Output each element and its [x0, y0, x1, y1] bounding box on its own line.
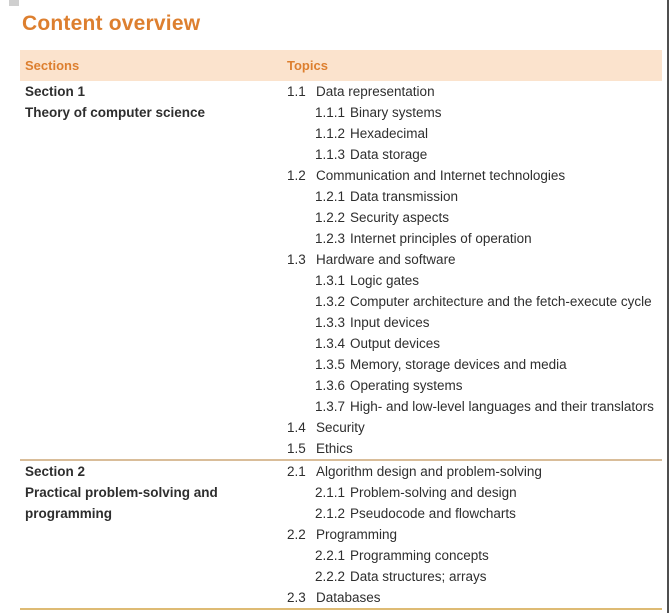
topic-item: [287, 207, 662, 228]
section-description: Theory of computer science: [25, 105, 206, 120]
column-header-sections: Sections: [25, 58, 80, 73]
topic-label: Security aspects: [350, 210, 450, 225]
section-name: Section 2: [25, 464, 86, 479]
topic-item: [287, 228, 662, 249]
topic-item: [287, 270, 662, 291]
topic-label: Internet principles of operation: [350, 231, 532, 246]
topic-number: 2.1.1: [315, 485, 346, 500]
topic-number: 1.3.6: [315, 378, 346, 393]
topic-number: 1.2.2: [315, 210, 346, 225]
topic-label: Input devices: [350, 315, 430, 330]
topic-label: Hardware and software: [316, 252, 456, 267]
topic-number: 1.2.3: [315, 231, 346, 246]
topic-number: 1.3.1: [315, 273, 346, 288]
topic-label: Output devices: [350, 336, 441, 351]
section-description: Practical problem-solving and programming: [25, 485, 218, 521]
topic-label: Ethics: [316, 441, 353, 456]
topic-number: 2.1: [287, 464, 306, 479]
topic-number: 2.1.2: [315, 506, 346, 521]
topic-number: 1.3.4: [315, 336, 346, 351]
topics-list: [287, 461, 662, 608]
topic-label: Data representation: [316, 84, 435, 99]
right-border-line: [667, 0, 669, 613]
topic-number: 1.4: [287, 420, 306, 435]
topic-item: [287, 102, 662, 123]
topic-item: [287, 566, 662, 587]
topic-label: Logic gates: [350, 273, 420, 288]
topic-label: Hexadecimal: [350, 126, 429, 141]
topic-item: [287, 396, 662, 417]
topic-number: 2.3: [287, 590, 306, 605]
topic-item: [287, 249, 662, 270]
topic-number: 1.3.5: [315, 357, 346, 372]
page-title: Content overview: [22, 12, 201, 35]
topic-number: 1.1.1: [315, 105, 346, 120]
topic-number: 1.5: [287, 441, 306, 456]
topic-number: 1.3.7: [315, 399, 346, 414]
topic-number: 1.3.3: [315, 315, 346, 330]
topic-item: [287, 587, 662, 608]
topic-item: [287, 461, 662, 482]
topic-item: [287, 524, 662, 545]
topic-item: [287, 144, 662, 165]
section-cell: [20, 461, 287, 608]
screenshot-corner-artifact: [9, 0, 19, 6]
topic-item: [287, 291, 662, 312]
topic-number: 2.2.2: [315, 569, 346, 584]
topic-label: Data storage: [350, 147, 428, 162]
topic-label: Security: [316, 420, 365, 435]
topic-number: 2.2.1: [315, 548, 346, 563]
section-name: Section 1: [25, 84, 86, 99]
topic-label: Operating systems: [350, 378, 463, 393]
topic-number: 1.3: [287, 252, 306, 267]
topic-number: 1.1: [287, 84, 306, 99]
table-row: [20, 81, 662, 461]
topic-label: Problem-solving and design: [350, 485, 517, 500]
topic-label: Databases: [316, 590, 381, 605]
topic-number: 1.3.2: [315, 294, 346, 309]
topic-item: [287, 186, 662, 207]
topic-number: 1.2.1: [315, 189, 346, 204]
topic-label: Data structures; arrays: [350, 569, 487, 584]
topic-number: 1.1.3: [315, 147, 346, 162]
table-body: [20, 81, 662, 610]
topic-label: High- and low-level languages and their translators: [350, 399, 654, 414]
topic-number: 2.2: [287, 527, 306, 542]
topic-label: Communication and Internet technologies: [316, 168, 566, 183]
content-overview-table: [20, 50, 662, 610]
topic-number: 1.2: [287, 168, 306, 183]
topic-item: [287, 333, 662, 354]
topic-label: Algorithm design and problem-solving: [316, 464, 542, 479]
topic-item: [287, 354, 662, 375]
topic-number: 1.1.2: [315, 126, 346, 141]
topic-label: Memory, storage devices and media: [350, 357, 567, 372]
section-cell: [20, 81, 287, 459]
topic-label: Programming: [316, 527, 398, 542]
topic-item: [287, 417, 662, 438]
topic-label: Pseudocode and flowcharts: [350, 506, 516, 521]
topic-label: Data transmission: [350, 189, 459, 204]
topic-item: [287, 165, 662, 186]
topic-item: [287, 545, 662, 566]
column-header-topics: Topics: [287, 58, 328, 73]
topic-item: [287, 438, 662, 459]
table-row: [20, 461, 662, 610]
topic-item: [287, 123, 662, 144]
topic-item: [287, 375, 662, 396]
topic-label: Binary systems: [350, 105, 442, 120]
topic-item: [287, 312, 662, 333]
topic-label: Computer architecture and the fetch-execute cycle: [350, 294, 652, 309]
table-header-row: [20, 50, 662, 81]
topic-item: [287, 81, 662, 102]
topic-label: Programming concepts: [350, 548, 489, 563]
topic-item: [287, 503, 662, 524]
topics-list: [287, 81, 662, 459]
topic-item: [287, 482, 662, 503]
